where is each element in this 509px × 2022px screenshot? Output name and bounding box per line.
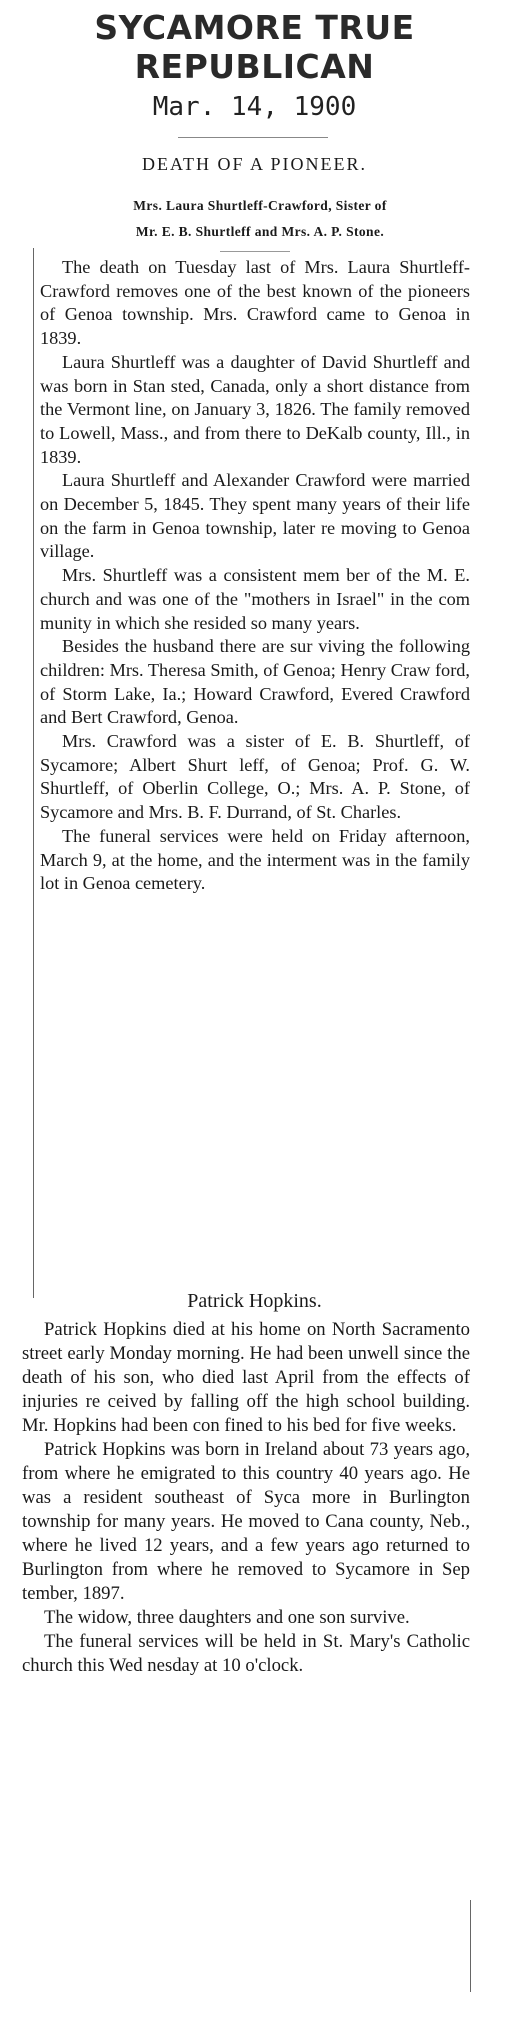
paragraph: Besides the husband there are sur viving the following children: Mrs. Theresa Smith, of Genoa; Henry Craw ford, of Storm Lake, Ia.; Howard Crawford, Evered Crawford and Bert Crawford, Genoa. xyxy=(40,636,470,728)
paragraph: The funeral services will be held in St. Mary's Catholic church this Wed nesday at 10 o'clock. xyxy=(22,1631,470,1676)
subhead-divider xyxy=(220,251,290,252)
obituary-hopkins xyxy=(22,1318,470,1678)
paragraph: Laura Shurtleff was a daughter of David Shurtleff and was born in Stan sted, Canada, only a short distance from the Vermont line, on January 3, 1826. The family removed to Lowell, Mass., and from there to DeKalb county, Ill., in 1839. xyxy=(40,351,470,467)
second-headline: Patrick Hopkins. xyxy=(187,1290,322,1312)
paragraph: The widow, three daughters and one son survive. xyxy=(44,1607,410,1628)
obituary-crawford xyxy=(40,256,470,896)
paragraph: Patrick Hopkins died at his home on North Sacramento street early Monday morning. He had been unwell since the death of his son, who died last April from the effects of injuries re ceived by falling off the high school building. Mr. Hopkins had been con fined to his bed for five weeks. xyxy=(22,1319,470,1436)
paragraph: The death on Tuesday last of Mrs. Laura Shurtleff-Crawford removes one of the best known of the pioneers of Genoa township. Mrs. Crawford came to Genoa in 1839. xyxy=(40,257,470,349)
column-rule xyxy=(33,248,34,1298)
newspaper-masthead: SYCAMORE TRUE REPUBLICAN xyxy=(94,8,415,86)
paragraph: The funeral services were held on Friday afternoon, March 9, at the home, and the interment was in the family lot in Genoa cemetery. xyxy=(40,825,470,894)
paragraph: Patrick Hopkins was born in Ireland about 73 years ago, from where he emigrated to this country 40 years ago. He was a resident southeast of Syca more in Burlington township for many years. He moved to Cana county, Neb., where he lived 12 years, and a few years ago returned to Burlington from where he removed to Sycamore in Sep tember, 1897. xyxy=(22,1439,470,1604)
article-headline: DEATH OF A PIONEER. xyxy=(141,154,367,174)
issue-date: Mar. 14, 1900 xyxy=(152,92,357,122)
date-divider xyxy=(178,137,328,138)
article-subhead-line-1: Mrs. Laura Shurtleff-Crawford, Sister of xyxy=(133,198,387,213)
paragraph: Laura Shurtleff and Alexander Crawford were married on December 5, 1845. They spent many years of their life on the farm in Genoa township, later re moving to Genoa village. xyxy=(40,470,470,562)
column-rule xyxy=(470,1900,471,1992)
paragraph: Mrs. Shurtleff was a consistent mem ber of the M. E. church and was one of the "mothers in Israel" in the com munity in which she resided so many years. xyxy=(40,565,470,633)
paragraph: Mrs. Crawford was a sister of E. B. Shurtleff, of Sycamore; Albert Shurt leff, of Genoa; Prof. G. W. Shurtleff, of Oberlin College, O.; Mrs. A. P. Stone, of Sycamore and Mrs. B. F. Durrand, of St. Charles. xyxy=(40,731,470,823)
article-subhead-line-2: Mr. E. B. Shurtleff and Mrs. A. P. Stone. xyxy=(135,224,385,239)
